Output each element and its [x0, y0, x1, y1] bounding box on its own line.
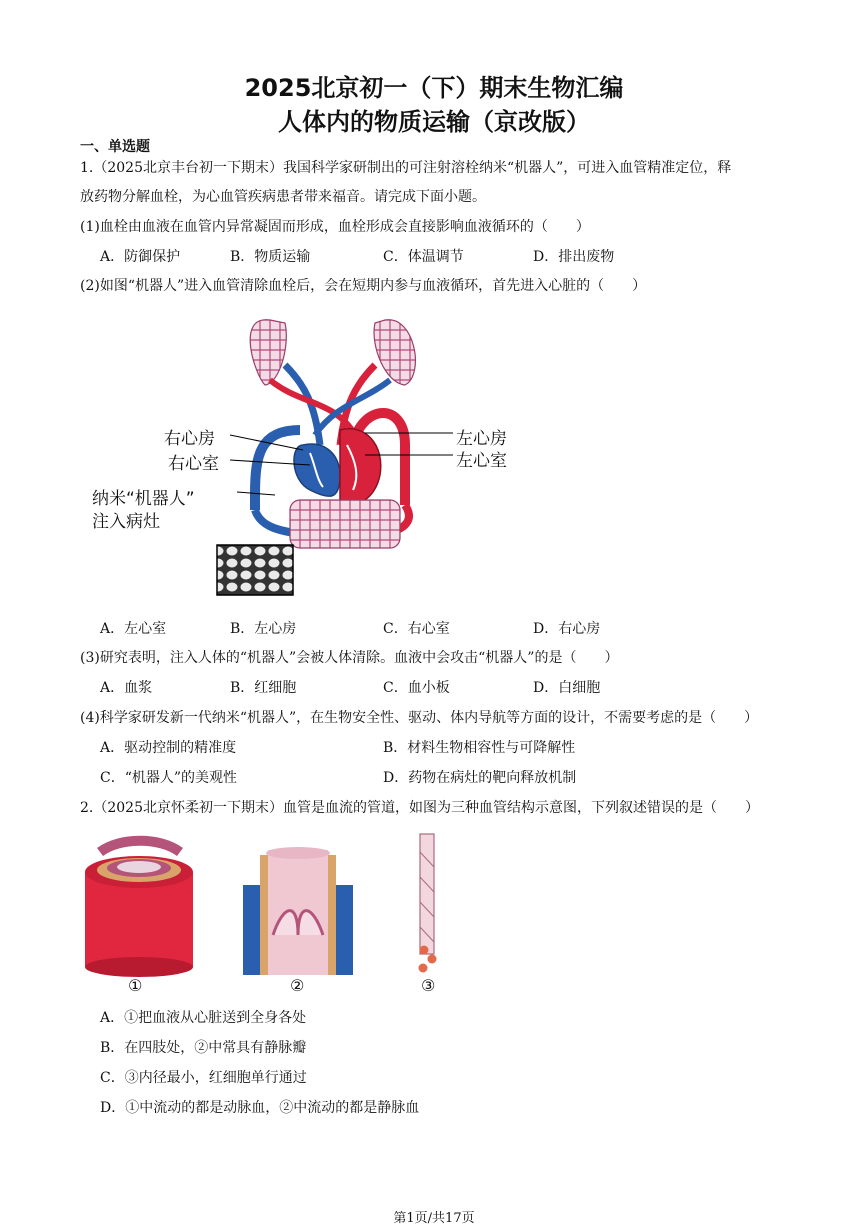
- vein-figure: [238, 845, 358, 980]
- q1-sub4-option-a: A．驱动控制的精准度: [100, 740, 237, 756]
- q1-sub3-option-c: C．血小板: [383, 680, 450, 696]
- q2-option-d: D．①中流动的都是动脉血，②中流动的都是静脉血: [100, 1100, 420, 1116]
- heart-left-side: [340, 429, 381, 504]
- q1-sub4-option-c: C．“机器人”的美观性: [100, 770, 238, 786]
- q2-option-c: C．③内径最小，红细胞单行通过: [100, 1070, 307, 1086]
- q1-sub2-option-a: A．左心室: [100, 621, 167, 637]
- left-lung-capillaries: [250, 320, 286, 385]
- label-right-ventricle: 右心室: [168, 454, 219, 474]
- figure-label-2: ②: [290, 976, 305, 995]
- q1-sub1-text: (1)血栓由血液在血管内异常凝固而形成，血栓形成会直接影响血液循环的（ ）: [80, 219, 590, 235]
- q2-option-a: A．①把血液从心脏送到全身各处: [100, 1010, 307, 1026]
- title-line-2: 人体内的物质运输（京改版）: [278, 108, 590, 136]
- q1-sub3-text: (3)研究表明，注入人体的“机器人”会被人体清除。血液中会攻击“机器人”的是（ ）: [80, 650, 619, 666]
- q1-sub2-option-c: C．右心室: [383, 621, 450, 637]
- q1-sub2-text: (2)如图“机器人”进入血管清除血栓后，会在短期内参与血液循环，首先进入心脏的（ ）: [80, 278, 647, 294]
- q1-sub4-option-b: B．材料生物相容性与可降解性: [383, 740, 576, 756]
- q1-sub4-option-d: D．药物在病灶的靶向释放机制: [383, 770, 577, 786]
- title-line-1: 2025北京初一（下）期末生物汇编: [244, 74, 624, 102]
- q1-sub1-option-c: C．体温调节: [383, 249, 464, 265]
- q1-sub4-text: (4)科学家研发新一代纳米“机器人”，在生物安全性、驱动、体内导航等方面的设计，不需要考虑的是（ ）: [80, 710, 759, 726]
- q1-sub3-option-a: A．血浆: [100, 680, 153, 696]
- section-label: 一、单选题: [80, 139, 150, 155]
- q1-sub3-option-d: D．白细胞: [533, 680, 601, 696]
- label-left-atrium: 左心房: [456, 429, 507, 449]
- nanorobot-micrograph: [217, 545, 293, 595]
- body-capillaries: [290, 500, 400, 548]
- capillary-figure: [410, 832, 442, 977]
- heart-right-side: [294, 444, 340, 496]
- q2-stem: 2.（2025北京怀柔初一下期末）血管是血流的管道，如图为三种血管结构示意图，下列叙述错误的是（ ）: [80, 800, 759, 816]
- artery-figure: [80, 832, 200, 977]
- right-lung-capillaries: [374, 320, 415, 385]
- q1-sub1-option-d: D．排出废物: [533, 249, 615, 265]
- q1-sub3-option-b: B．红细胞: [230, 680, 297, 696]
- q1-stem-line-2: 放药物分解血栓，为心血管疾病患者带来福音。请完成下面小题。: [80, 189, 486, 205]
- label-left-ventricle: 左心室: [456, 451, 507, 471]
- figure-label-3: ③: [421, 976, 436, 995]
- label-robot-line-1: 纳米“机器人”: [92, 489, 195, 509]
- q1-sub2-option-d: D．右心房: [533, 621, 601, 637]
- q1-sub1-option-b: B．物质运输: [230, 249, 311, 265]
- page-number: 第1页/共17页: [393, 1211, 475, 1226]
- q2-option-b: B．在四肢处，②中常具有静脉瓣: [100, 1040, 307, 1056]
- q1-sub1-option-a: A．防御保护: [100, 249, 181, 265]
- q1-sub2-option-b: B．左心房: [230, 621, 297, 637]
- label-right-atrium: 右心房: [164, 429, 215, 449]
- label-robot-line-2: 注入病灶: [92, 512, 160, 532]
- q1-stem-line-1: 1.（2025北京丰台初一下期末）我国科学家研制出的可注射溶栓纳米“机器人”，可进入血管精准定位，释: [80, 160, 732, 176]
- figure-label-1: ①: [128, 976, 143, 995]
